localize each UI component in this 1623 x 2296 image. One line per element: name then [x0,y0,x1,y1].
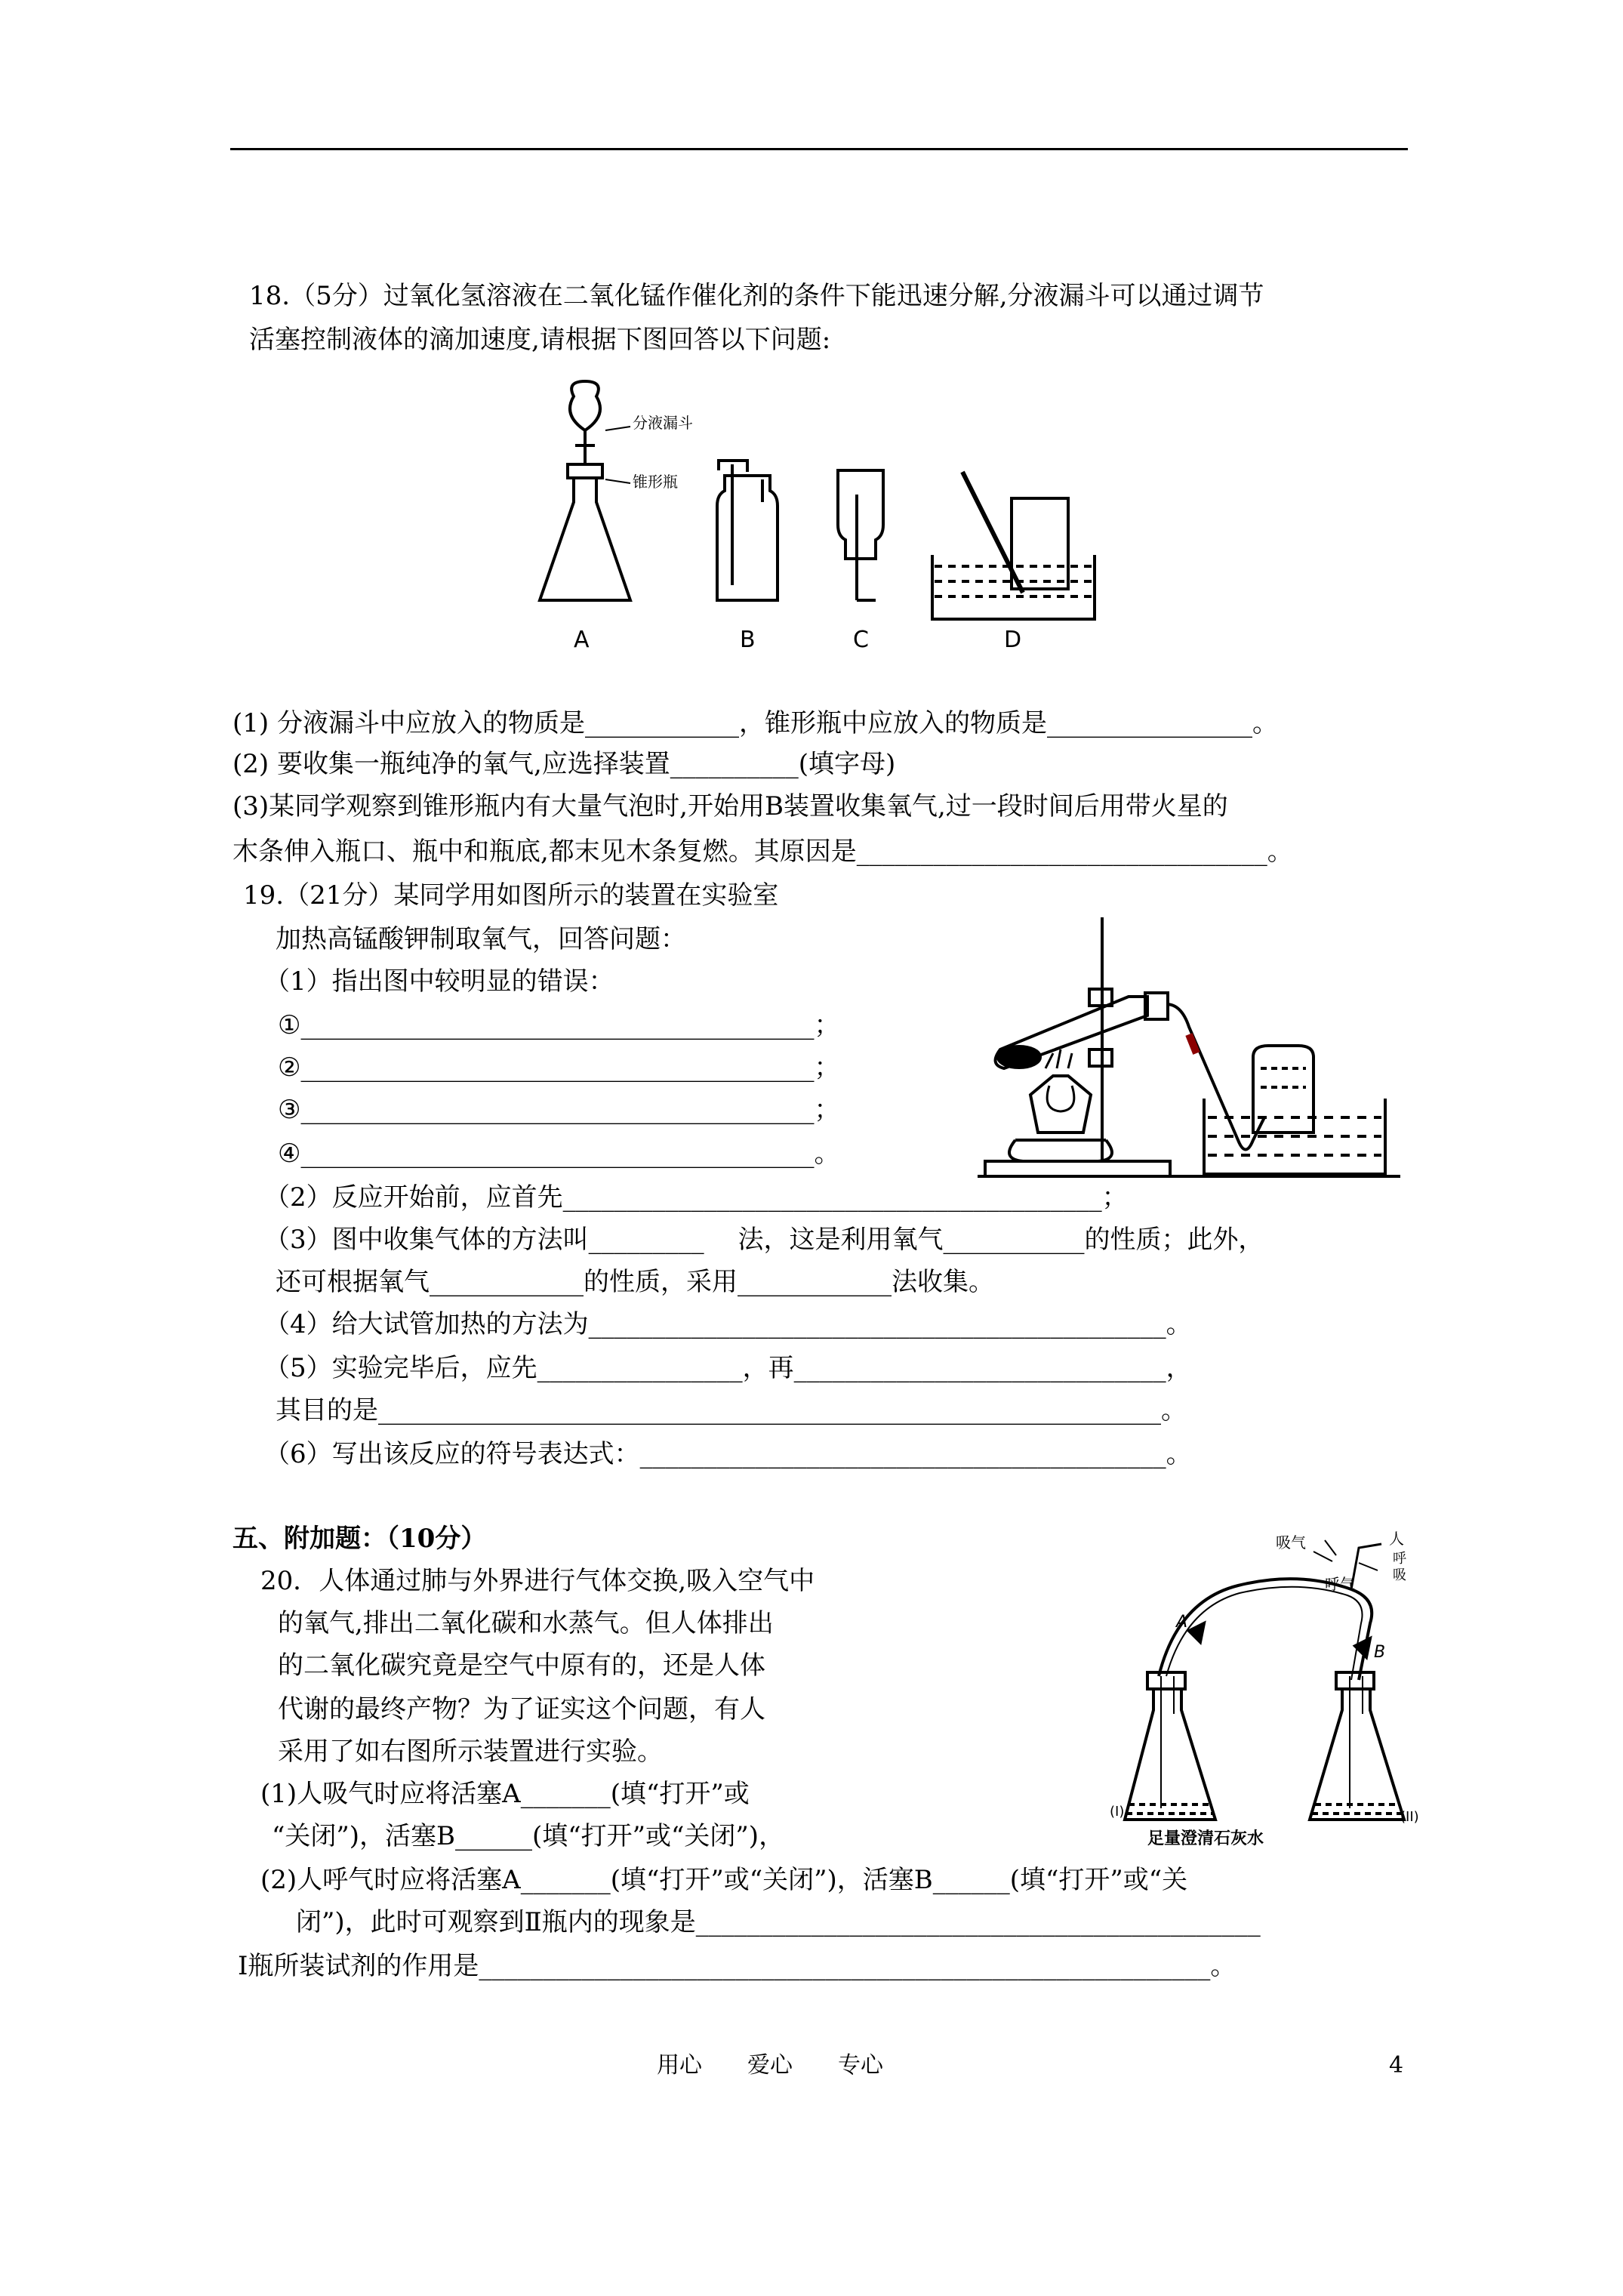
q18-line-1: 18.（5分）过氧化氢溶液在二氧化锰作催化剂的条件下能迅速分解,分液漏斗可以通过调节 [249,281,1264,311]
label-d: D [1004,627,1022,653]
q20-line-2: 的氧气,排出二氧化碳和水蒸气。但人体排出 [278,1608,774,1638]
label-b: B [740,627,756,653]
page-number: 4 [1389,2052,1404,2079]
q19-sub-5b: 其目的是_____________________________________________________________。 [276,1395,1187,1425]
q19-sub-2: （2）反应开始前，应首先__________________________________________； [264,1182,1128,1213]
label-bottle-i: (I) [1110,1804,1125,1820]
q20-apparatus-figure [1110,1518,1419,1857]
section-5-title: 五、附加题：（10分） [233,1524,487,1554]
q20-line-4: 代谢的最终产物？为了证实这个问题，有人 [278,1694,765,1724]
label-breath-1: 呼 [1393,1551,1406,1567]
q19-sub-5a: （5）实验完毕后，应先________________，再_____________________________， [264,1353,1192,1383]
label-breath-2: 吸 [1393,1567,1406,1583]
label-flask: 锥形瓶 [633,473,678,491]
label-funnel: 分液漏斗 [633,414,693,432]
footer-motto: 用心 爱心 专心 [657,2052,883,2079]
q20-line-1: 20．人体通过肺与外界进行气体交换,吸入空气中 [260,1566,815,1596]
q19-error-2: ②________________________________________； [278,1052,840,1083]
q18-sub-2: (2) 要收集一瓶纯净的氧气,应选择装置__________(填字母) [233,749,896,779]
q20-sub-2b: 闭”)，此时可观察到Ⅱ瓶内的现象是____________________________________________ [296,1907,1261,1937]
label-c: C [853,627,869,653]
q20-sub-1b: “关闭”)，活塞B______(填“打开”或“关闭”)， [272,1821,785,1851]
q19-error-4: ④________________________________________。 [278,1139,840,1169]
q18-line-2: 活塞控制液体的滴加速度,请根据下图回答以下问题: [249,325,831,355]
q20-line-5: 采用了如右图所示装置进行实验。 [278,1737,663,1767]
q18-sub-3b: 木条伸入瓶口、瓶中和瓶底,都末见木条复燃。其原因是________________________________。 [233,837,1293,867]
q20-sub-2a: (2)人呼气时应将活塞A_______(填“打开”或“关闭”)，活塞B______(填“打开”或“关 [260,1865,1188,1895]
q19-error-3: ③________________________________________； [278,1095,840,1125]
label-bottle-ii: (II) [1400,1809,1419,1825]
label-valve-a: A [1176,1613,1188,1632]
label-valve-b: B [1374,1643,1386,1662]
q19-error-1: ①________________________________________； [278,1010,840,1040]
q19-sub-6: （6）写出该反应的符号表达式：_________________________________________。 [264,1439,1192,1469]
label-a: A [574,627,590,653]
q18-sub-1: (1) 分液漏斗中应放入的物质是____________，锥形瓶中应放入的物质是________________。 [233,708,1278,738]
label-person: 人 [1389,1530,1404,1548]
header-rule [230,148,1408,150]
q19-sub-3b: 还可根据氧气____________的性质，采用____________法收集。 [276,1267,994,1297]
q19-sub-4: （4）给大试管加热的方法为_____________________________________________。 [264,1309,1192,1339]
q19-sub-1: （1）指出图中较明显的错误： [264,966,614,997]
label-exhale: 呼气 [1325,1575,1355,1593]
label-inhale: 吸气 [1276,1533,1306,1552]
q19-line-1: 19.（21分）某同学用如图所示的装置在实验室 [243,880,779,911]
q20-line-3: 的二氧化碳究竟是空气中原有的，还是人体 [278,1650,765,1681]
q18-sub-3a: (3)某同学观察到锥形瓶内有大量气泡时,开始用B装置收集氧气,过一段时间后用带火星的 [233,791,1228,821]
q19-apparatus-figure [978,914,1400,1185]
q20-sub-3: Ⅰ瓶所装试剂的作用是_________________________________________________________。 [238,1951,1236,1981]
q19-sub-3a: （3）图中收集气体的方法叫_________ 法，这是利用氧气___________的性质；此外， [264,1225,1264,1255]
q20-sub-1a: (1)人吸气时应将活塞A_______(填“打开”或 [260,1779,750,1809]
figure-caption: 足量澄清石灰水 [1147,1829,1264,1848]
q19-line-2: 加热高锰酸钾制取氧气，回答问题： [276,924,686,954]
q18-apparatus-figure [521,374,1110,661]
